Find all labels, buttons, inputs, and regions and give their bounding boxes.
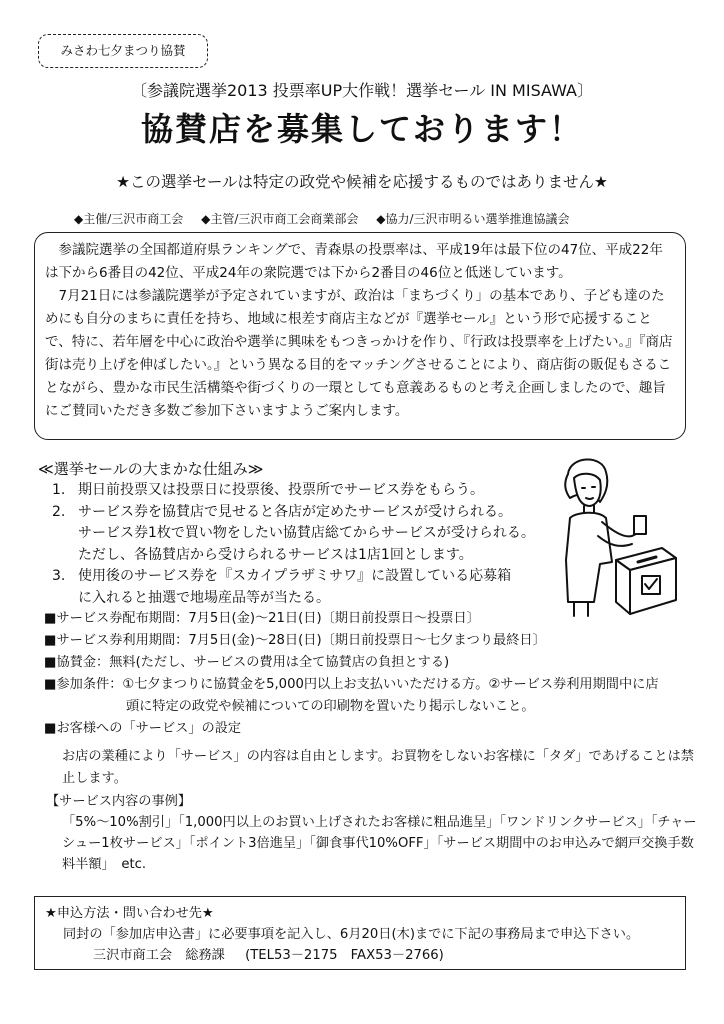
sponsor-tag: みさわ七夕まつり協賛 [38,34,208,68]
step-item [52,480,572,502]
examples-body: 「5%～10%割引」「1,000円以上のお買い上げされたお客様に粗品進呈」「ワンドリンクサービス」「チャーシュー1枚サービス」「ポイント3倍進呈」「御食事代10%OFF」「サービス期間中のお申込みで網戸交換手数料半額」 etc. [62,815,697,872]
organizer-cooperation: ◆協力/三沢市明るい選挙推進協議会 [376,212,570,226]
contact-info [45,945,675,966]
application-title: ★申込方法・問い合わせ先★ [45,906,214,921]
service-description: お店の業種により「サービス」の内容は自由とします。お買物をしないお客様に「タダ」であげることは禁止します。 [62,749,694,786]
step-text: サービス券を協賛店で見せると各店が定めたサービスが受けられる。 [78,503,512,520]
mechanism-title: ≪選挙セールの大まかな仕組み≫ [38,460,264,478]
application-description: 同封の「参加店申込書」に必要事項を記入し、6月20日(木)までに下記の事務局まで申込下さい。 [63,927,640,942]
step-item [52,566,572,588]
organizer-manager: ◆主管/三沢市商工会商業部会 [201,212,359,226]
intro-paragraph: 7月21日には参議院選挙が予定されていますが、政治は「まちづくり」の基本であり、子ども達のためにも自分のまちに責任を持ち、地域に根差す商店主などが『選挙セール』という形で応援することで、特に、若年層を中心に政治や選挙に興味をもつきっかけを作り、『行政は投票率を上げたい。』『商店街は売り上げを伸ばしたい。』という異なる目的をマッチングさせることにより、商店街の販促もさることながら、豊かな市民生活構築や街づくりの一環としても意義あるものと考え企画しましたので、趣旨にご賛同いただき多数ご参加下さいますようご案内します。 [45,288,673,419]
contact-phone: (TEL53－2175 FAX53－2766) [245,948,444,963]
examples-title: 【サービス内容の事例】 [46,794,192,809]
step-text: ただし、各協賛店から受けられるサービスは1店1回とします。 [78,546,473,563]
step-text: サービス券1枚で買い物をしたい協賛店総てからサービスが受けられる。 [78,525,535,541]
organizers [74,210,584,227]
intro-box [34,232,686,440]
sponsorship-fee: ■協賛金：無料(ただし、サービスの費用は全て協賛店の負担とする) [44,655,450,670]
participation-conditions: ■参加条件：①七夕まつりに協賛金を5,000円以上お支払いいただける方。②サービス券利用期間中に店 [44,677,659,692]
organizer-host: ◆主催/三沢市商工会 [74,212,184,226]
step-number: 2. [52,503,66,520]
usage-period: ■サービス券利用期間：7月5日(金)～28日(日)〔期日前投票日～七夕まつり最終日〕 [44,633,546,648]
step-number: 1. [52,482,66,498]
contact-office: 三沢市商工会 総務課 [93,948,225,963]
step-text: 期日前投票又は投票日に投票後、投票所でサービス券をもらう。 [78,482,484,498]
neutrality-notice: ★この選挙セールは特定の政党や候補を応援するものではありません★ [116,173,608,191]
service-setting-heading: ■お客様への「サービス」の設定 [44,721,242,736]
distribution-period: ■サービス券配布期間：7月5日(金)～21日(日)〔期日前投票日～投票日〕 [44,611,480,626]
campaign-subtitle: 〔参議院選挙2013 投票率UP大作戦！選挙セール IN MISAWA〕 [130,81,593,100]
application-box [34,896,686,970]
step-item [52,502,572,524]
page-title: 協賛店を募集しております！ [140,110,583,148]
step-text: に入れると抽選で地場産品等が当たる。 [78,589,330,606]
woman-voting-ballot-box-icon [540,452,680,622]
intro-paragraph: 参議院選挙の全国都道府県ランキングで、青森県の投票率は、平成19年は最下位の47位、平成22年は下から6番目の42位、平成24年の衆院選では下から2番目の46位と低迷しています。 [45,242,663,281]
conditions-list [44,608,694,740]
participation-conditions-cont: 頭に特定の政党や候補についての印刷物を置いたり掲示しないこと。 [126,699,535,714]
step-number: 3. [52,568,66,584]
step-text: 使用後のサービス券を『スカイプラザミサワ』に設置している応募箱 [78,568,512,584]
mechanism-steps [52,480,572,609]
